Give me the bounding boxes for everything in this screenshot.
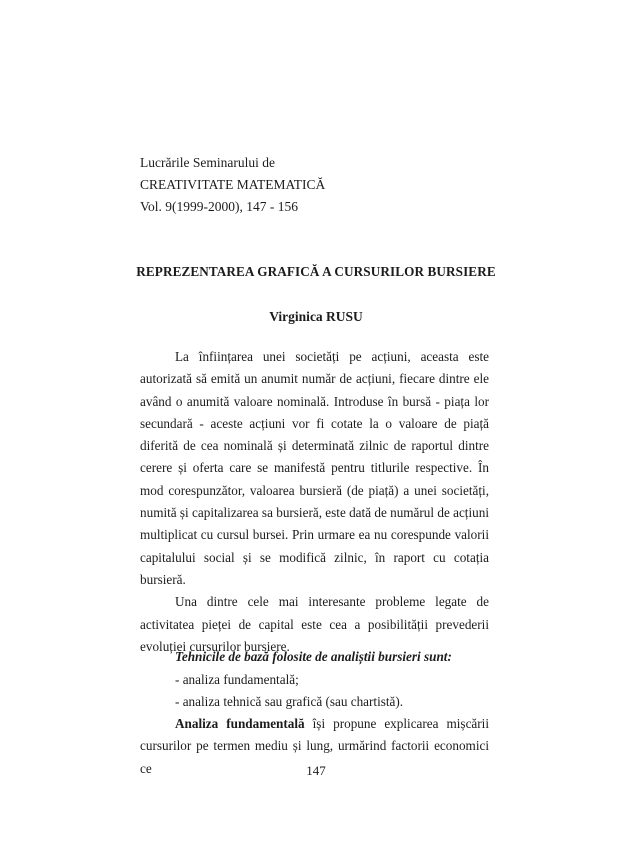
bold-term: Analiza fundamentală (175, 716, 305, 731)
paper-title: REPREZENTAREA GRAFICĂ A CURSURILOR BURSIERE (136, 264, 496, 279)
list-item: - analiza tehnică sau grafică (sau chartistă). (175, 694, 404, 710)
paragraph: La înființarea unei societăți pe acțiuni, aceasta este autorizată să emită un anumit număr de acțiuni, fiecare dintre ele având o anumită valoare nominală. Introduse în bursă - piața lor secundară - aceste acțiuni vor fi cotate la o valoare de piață diferită de cea nominală și determinată zilnic de raportul dintre cerere și oferta care se manifestă pentru titlurile respective. În mod corespunzător, valoarea bursieră (de piață) a unei societăți, numită și capitalizarea sa bursieră, este dată de numărul de acțiuni multiplicat cu cursul bursei. Prin urmare ea nu corespunde valorii capitalului social și se modifică zilnic, în raport cu cotația bursieră. (140, 349, 489, 587)
journal-series: Lucrările Seminarului de (140, 155, 275, 170)
journal-name: CREATIVITATE MATEMATICĂ (140, 177, 326, 192)
paragraph: Una dintre cele mai interesante probleme legate de activitatea pieței de capital este cea a posibilității prevederii evoluției cursurilor bursiere. (140, 594, 489, 654)
list-item: - analiza fundamentală; (175, 672, 299, 687)
journal-header (140, 152, 325, 218)
body-text (140, 346, 489, 658)
paragraph-text: își propune explicarea mișcării cursurilor pe termen mediu și lung, urmărind factorii economici ce (140, 716, 489, 776)
page-number: 147 (306, 763, 326, 778)
section-subheading: Tehnicile de bază folosite de analiștii bursieri sunt: (175, 649, 452, 664)
paper-author: Virginica RUSU (269, 309, 363, 324)
journal-volume: Vol. 9(1999-2000), 147 - 156 (140, 199, 298, 214)
technique-list (175, 669, 403, 714)
